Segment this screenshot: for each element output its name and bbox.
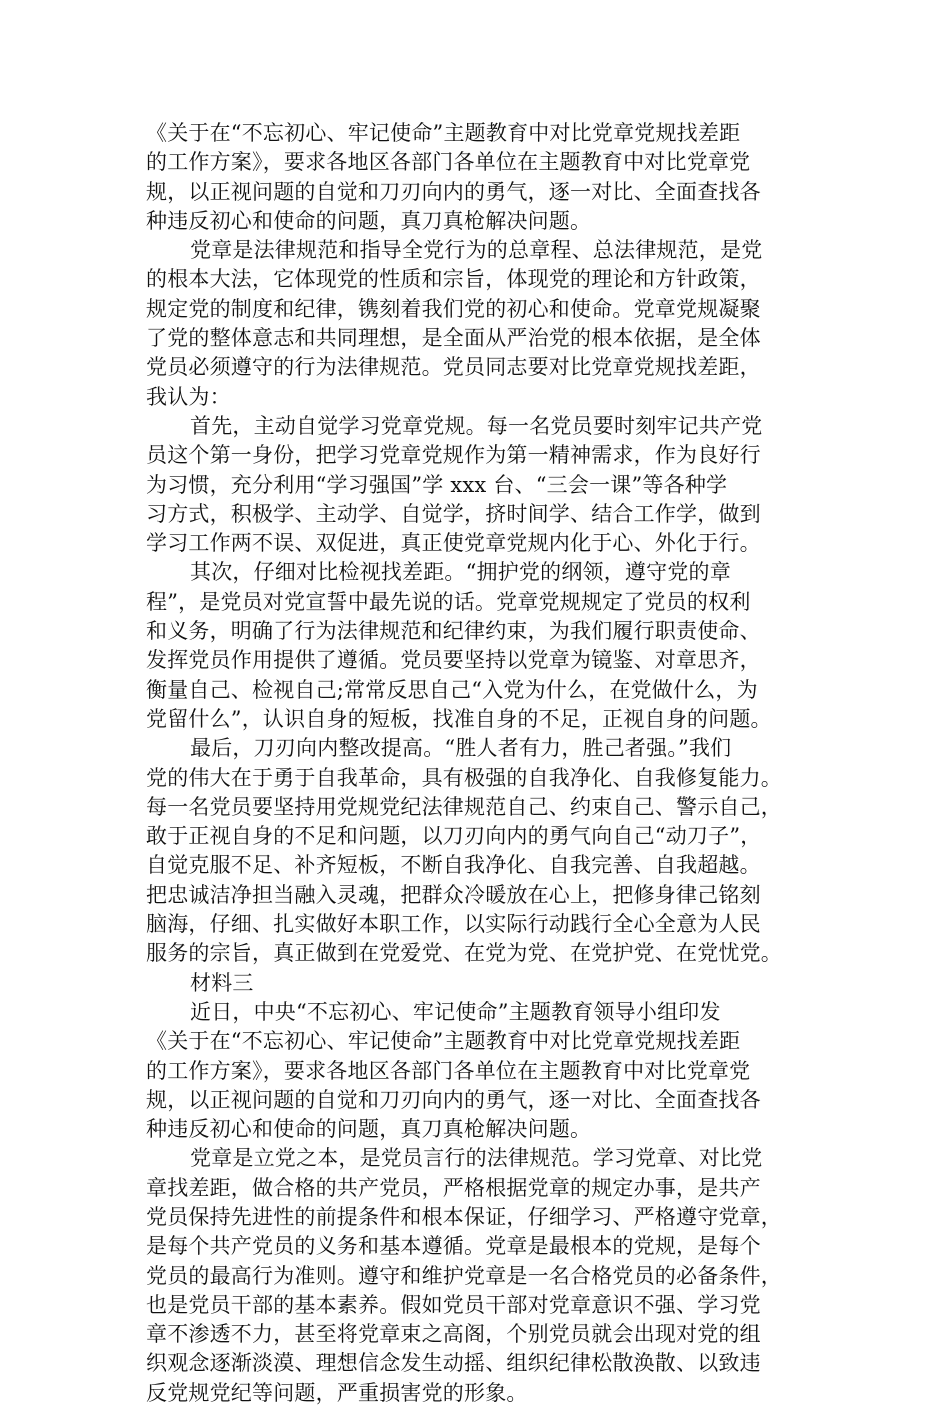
paragraph-2 <box>146 236 836 412</box>
paragraph-5 <box>146 734 836 968</box>
text-line: 发挥党员作用提供了遵循。党员要坚持以党章为镜鉴、对章思齐， <box>146 648 761 673</box>
text-line: 织观念逐渐淡漠、理想信念发生动摇、组织纪律松散涣散、以致违 <box>146 1351 761 1376</box>
section-heading <box>146 969 836 998</box>
text-line: 党员必须遵守的行为法律规范。党员同志要对比党章党规找差距， <box>146 355 761 380</box>
text-line: 的工作方案》，要求各地区各部门各单位在主题教育中对比党章党 <box>146 1058 751 1083</box>
text-line: 员这个第一身份，把学习党章党规作为第一精神需求，作为良好行 <box>146 443 761 468</box>
text-line: 是每个共产党员的义务和基本遵循。党章是最根本的党规，是每个 <box>146 1234 761 1259</box>
text-line: 了党的整体意志和共同理想，是全面从严治党的根本依据，是全体 <box>146 326 761 351</box>
paragraph-3 <box>146 412 836 558</box>
text-line: 《关于在“不忘初心、牢记使命”主题教育中对比党章党规找差距 <box>146 1029 741 1054</box>
text-line: 反党规党纪等问题，严重损害党的形象。 <box>146 1380 528 1405</box>
text-line: 的工作方案》，要求各地区各部门各单位在主题教育中对比党章党 <box>146 150 751 175</box>
text-line: 规定党的制度和纪律，镌刻着我们党的初心和使命。党章党规凝聚 <box>146 296 761 321</box>
text-line: 习方式，积极学、主动学、自觉学，挤时间学、结合工作学，做到 <box>146 501 761 526</box>
text-line: 学习工作两不误、双促进，真正使党章党规内化于心、外化于行。 <box>146 531 761 556</box>
text-line: 种违反初心和使命的问题，真刀真枪解决问题。 <box>146 1117 592 1142</box>
text-line: 党留什么”，认识自身的短板，找准自身的不足，正视自身的问题。 <box>146 706 772 731</box>
text-line: 最后，刀刃向内整改提高。“胜人者有力，胜己者强。”我们 <box>190 736 732 761</box>
text-line: 敢于正视自身的不足和问题，以刀刃向内的勇气向自己“动刀子”， <box>146 824 762 849</box>
text-line: 规，以正视问题的自觉和刀刃向内的勇气，逐一对比、全面查找各 <box>146 1087 761 1112</box>
paragraph-4 <box>146 558 836 734</box>
text-line: 首先，主动自觉学习党章党规。每一名党员要时刻牢记共产党 <box>190 413 763 438</box>
text-line: 每一名党员要坚持用党规党纪法律规范自己、约束自己、警示自己， <box>146 794 782 819</box>
text-line: 规，以正视问题的自觉和刀刃向内的勇气，逐一对比、全面查找各 <box>146 179 761 204</box>
text-line: 近日，中央“不忘初心、牢记使命”主题教育领导小组印发 <box>190 999 721 1024</box>
text-line: 《关于在“不忘初心、牢记使命”主题教育中对比党章党规找差距 <box>146 121 741 145</box>
text-line: 为习惯，充分利用“学习强国”学 xxx 台、“三会一课”等各种学 <box>146 472 728 497</box>
paragraph-8 <box>146 1144 836 1408</box>
text-line: 章找差距，做合格的共产党员，严格根据党章的规定办事，是共产 <box>146 1175 761 1200</box>
text-line: 党员的最高行为准则。遵守和维护党章是一名合格党员的必备条件， <box>146 1263 782 1288</box>
text-line: 章不渗透不力，甚至将党章束之高阁，个别党员就会出现对党的组 <box>146 1322 761 1347</box>
text-line: 党的伟大在于勇于自我革命，具有极强的自我净化、自我修复能力。 <box>146 765 782 790</box>
text-line: 也是党员干部的基本素养。假如党员干部对党章意识不强、学习党 <box>146 1292 761 1317</box>
text-line: 衡量自己、检视自己;常常反思自己“入党为什么，在党做什么，为 <box>146 677 758 702</box>
text-line: 程”，是党员对党宣誓中最先说的话。党章党规规定了党员的权利 <box>146 589 751 614</box>
text-line: 种违反初心和使命的问题，真刀真枪解决问题。 <box>146 208 592 233</box>
text-line: 其次，仔细对比检视找差距。“拥护党的纲领，遵守党的章 <box>190 560 731 585</box>
text-line: 的根本大法，它体现党的性质和宗旨，体现党的理论和方针政策， <box>146 267 761 292</box>
text-line: 服务的宗旨，真正做到在党爱党、在党为党、在党护党、在党忧党。 <box>146 941 782 966</box>
text-line: 党章是立党之本，是党员言行的法律规范。学习党章、对比党 <box>190 1146 763 1171</box>
section-heading-text: 材料三 <box>190 970 254 995</box>
document-page <box>146 119 836 1408</box>
text-line: 脑海，仔细、扎实做好本职工作，以实际行动践行全心全意为人民 <box>146 912 761 937</box>
text-line: 把忠诚洁净担当融入灵魂，把群众冷暖放在心上，把修身律己铭刻 <box>146 882 761 907</box>
text-line: 和义务，明确了行为法律规范和纪律约束，为我们履行职责使命、 <box>146 619 761 644</box>
paragraph-1 <box>146 119 836 236</box>
paragraph-7 <box>146 998 836 1144</box>
text-line: 自觉克服不足、补齐短板，不断自我净化、自我完善、自我超越。 <box>146 853 761 878</box>
text-line: 党员保持先进性的前提条件和根本保证，仔细学习、严格遵守党章， <box>146 1204 782 1229</box>
text-line: 党章是法律规范和指导全党行为的总章程、总法律规范，是党 <box>190 238 763 263</box>
text-line: 我认为： <box>146 384 231 409</box>
